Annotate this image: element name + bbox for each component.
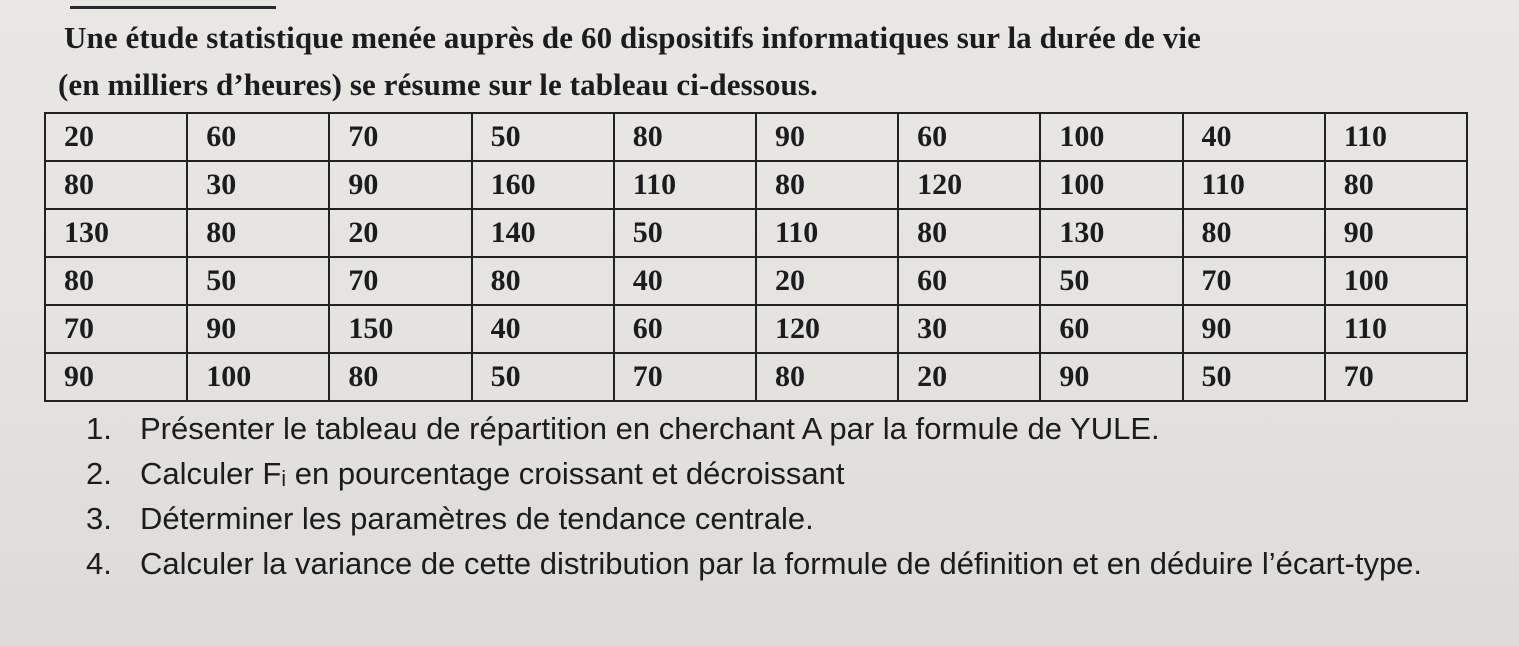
table-cell: 40 [1183,113,1325,161]
statement-line-2: (en milliers d’heures) se résume sur le tableau ci-dessous. [58,67,818,102]
table-cell: 80 [756,353,898,401]
question-number: 4. [86,546,112,581]
table-cell: 70 [45,305,187,353]
table-cell: 90 [756,113,898,161]
table-cell: 110 [1183,161,1325,209]
table-cell: 50 [1183,353,1325,401]
table-cell: 110 [1325,113,1467,161]
question-text: Calculer la variance de cette distribution par la formule de définition et en déduire l’écart-type. [140,546,1423,581]
table-cell: 80 [45,161,187,209]
table-cell: 50 [472,113,614,161]
question-text: Déterminer les paramètres de tendance centrale. [140,501,814,536]
table-cell: 50 [187,257,329,305]
question-text: Calculer Fᵢ en pourcentage croissant et décroissant [140,456,845,491]
table-cell: 70 [329,257,471,305]
table-cell: 20 [898,353,1040,401]
table-cell: 60 [898,257,1040,305]
question-number: 3. [86,501,112,536]
table-cell: 40 [472,305,614,353]
table-cell: 130 [1040,209,1182,257]
table-cell: 100 [1040,161,1182,209]
table-cell: 110 [756,209,898,257]
table-row [45,161,1467,209]
table-row [45,113,1467,161]
table-cell: 50 [472,353,614,401]
table-cell: 50 [614,209,756,257]
lifetime-data-table [44,112,1468,402]
table-cell: 80 [898,209,1040,257]
question-list [86,406,1496,586]
table-cell: 80 [1183,209,1325,257]
question-item [86,451,1496,496]
table-cell: 80 [472,257,614,305]
table-row [45,209,1467,257]
table-row [45,257,1467,305]
table-cell: 110 [614,161,756,209]
table-cell: 70 [329,113,471,161]
table-cell: 130 [45,209,187,257]
table-cell: 150 [329,305,471,353]
table-cell: 30 [187,161,329,209]
table-cell: 60 [1040,305,1182,353]
table-cell: 90 [329,161,471,209]
table-cell: 90 [1040,353,1182,401]
table-cell: 100 [1325,257,1467,305]
table-cell: 20 [756,257,898,305]
table-cell: 160 [472,161,614,209]
table-cell: 90 [1325,209,1467,257]
table-cell: 70 [614,353,756,401]
table-row [45,305,1467,353]
table-cell: 80 [45,257,187,305]
table-cell: 80 [756,161,898,209]
table-cell: 120 [898,161,1040,209]
table-cell: 80 [329,353,471,401]
table-cell: 120 [756,305,898,353]
exercise-statement [60,14,1480,108]
question-item [86,496,1496,541]
table-row [45,353,1467,401]
table-cell: 100 [1040,113,1182,161]
question-text: Présenter le tableau de répartition en cherchant A par la formule de YULE. [140,411,1160,446]
question-number: 2. [86,456,112,491]
statement-line-1: Une étude statistique menée auprès de 60 dispositifs informatiques sur la durée de vie [64,20,1201,55]
table-cell: 40 [614,257,756,305]
table-cell: 90 [45,353,187,401]
table-cell: 60 [187,113,329,161]
cropped-heading-underline [70,6,276,9]
table-cell: 70 [1325,353,1467,401]
table-cell: 50 [1040,257,1182,305]
table-cell: 30 [898,305,1040,353]
table-cell: 70 [1183,257,1325,305]
table-cell: 80 [187,209,329,257]
table-cell: 80 [1325,161,1467,209]
table-cell: 60 [898,113,1040,161]
table-cell: 100 [187,353,329,401]
question-item [86,406,1496,451]
table-cell: 20 [329,209,471,257]
table-cell: 110 [1325,305,1467,353]
table-cell: 80 [614,113,756,161]
table-cell: 90 [187,305,329,353]
question-number: 1. [86,411,112,446]
table-cell: 60 [614,305,756,353]
table-cell: 140 [472,209,614,257]
table-cell: 20 [45,113,187,161]
table-cell: 90 [1183,305,1325,353]
question-item [86,541,1496,586]
